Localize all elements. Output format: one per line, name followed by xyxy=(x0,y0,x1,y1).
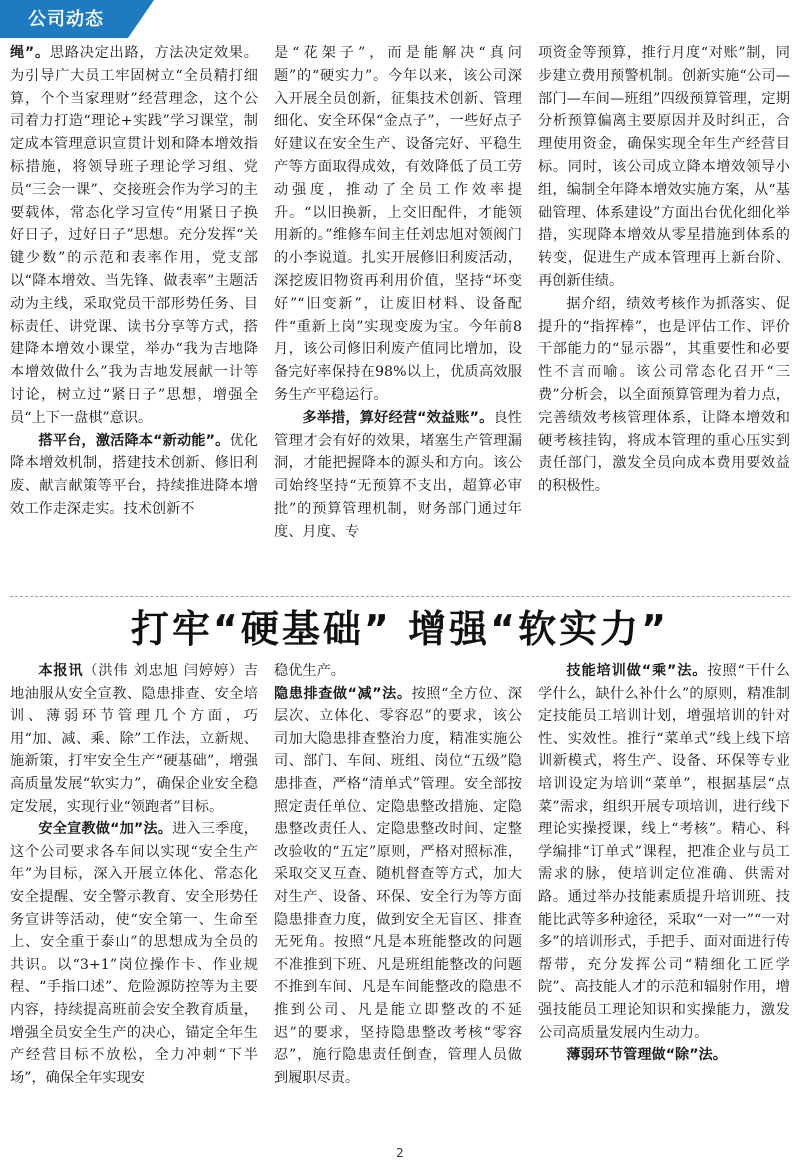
paragraph xyxy=(10,42,258,430)
lower-column-1 xyxy=(10,660,258,1089)
paragraph-lead: 多举措，算好经营“效益账”。 xyxy=(302,409,494,426)
upper-article xyxy=(10,42,790,587)
paragraph-text: 稳优生产。 xyxy=(274,663,345,679)
paragraph-lead: 搭平台，激活降本“新动能”。 xyxy=(38,432,230,449)
paragraph-text: 是“花架子”，而是能解决“真问题”的“硬实力”。今年以来，该公司深入开展全员创新，征集技术创新、管理细化、安全环保“金点子”，一些好点子好建议在安全生产、设备完好、平稳生产等方面取得成效，有效降低了员工劳动强度，推动了全员工作效率提升。“以旧换新，上交旧配件，才能领用新的。”维修车间主任刘忠旭对领阀门的小李说道。扎实开展修旧利废活动，深挖废旧物资再利用价值，坚持“坏变好”“旧变新”，让废旧材料、设备配件“重新上岗”实现变废为宝。今年前8月，该公司修旧利废产值同比增加，设备完好率保持在98%以上，优质高效服务生产平稳运行。 xyxy=(274,45,522,403)
paragraph-text: 按照“全方位、深层次、立体化、零容忍”的要求，该公司加大隐患排查整治力度，精准实施公司、部门、车间、班组、岗位“五级”隐患排查，严格“清单式”管理。安全部按照定责任单位、定隐患整改措施、定隐患整改责任人、定隐患整改时间、定整改验收的“五定”原则，严格对照标准，采取交叉互查、随机督查等方式，加大对生产、设备、环保、安全行为等方面隐患排查力度，做到安全无盲区、排查无死角。按照“凡是本班能整改的问题不准推到下班、凡是班组能整改的问题不推到车间、凡是车间能整改的隐患不推到公司、凡是能立即整改的不延迟”的要求，坚持隐患整改考核“零容忍”，施行隐患责任倒查，管理人员做到履职尽责。 xyxy=(274,685,522,1086)
lower-column-2 xyxy=(274,660,522,1089)
paragraph-text: 思路决定出路，方法决定效果。为引导广大员工牢固树立“全员精打细算，个个当家理财”经营理念，这个公司着力打造“理论+实践”学习课堂，制定成本管理意识宣贯计划和降本增效指标措施，将领导班子理论学习组、党员“三会一课”、交接班会作为学习的主要载体，常态化学习宣传“用紧日子换好日子，过好日子”思想。充分发挥“关键少数”的示范和表率作用，党支部以“降本增效、当先锋、做表率”主题活动为主线，采取党员干部形势任务、目标责任、讲党课、读书分享等方式，搭建降本增效小课堂，举办“我为吉地降本增效做什么”我为吉地发展献一计等讨论，树立过“紧日子”思想，增强全员“上下一盘棋”意识。 xyxy=(10,45,258,426)
article-headline: 打牢“硬基础” 增强“软实力” xyxy=(130,607,670,651)
section-tag-label: 公司动态 xyxy=(28,9,104,30)
paragraph xyxy=(274,42,522,407)
upper-column-1 xyxy=(10,42,258,521)
paragraph-text: 进入三季度，这个公司要求各车间以实现“安全生产年”为目标，深入开展立体化、常态化安全提醒、安全警示教育、安全形势任务宣讲等活动，使“安全第一、生命至上、安全重于泰山”的思想成为全员的共识。以“3+1”岗位操作卡、作业规程、“手指口述”、危险源防控等为主要内容，持续提高班前会安全教育质量，增强全员安全生产的决心，锚定全年生产经营目标不放松，全力冲刺“下半场”，确保全年实现安 xyxy=(10,821,258,1086)
upper-column-3 xyxy=(538,42,790,498)
paragraph xyxy=(274,407,522,544)
paragraph xyxy=(10,818,258,1089)
paragraph-text: 优化降本增效机制，搭建技术创新、修旧利废、献言献策等平台，持续推进降本增效工作走深走实。技术创新不 xyxy=(10,432,258,517)
paragraph-text: 项资金等预算，推行月度“对账”制，同步建立费用预警机制。创新实施“公司—部门—车间—班组”四级预算管理，定期分析预算偏离主要原因并及时纠正，合理使用资金，确保实现全年生产经营目标。同时，该公司成立降本增效领导小组，编制全年降本增效实施方案，从“基础管理、体系建设”方面出台优化细化举措，实现降本增效从零星措施到体系的转变，促进生产成本管理再上新台阶、再创新佳绩。 xyxy=(538,45,790,289)
lower-article xyxy=(10,660,790,1140)
paragraph-lead: 安全宣教做“加”法。 xyxy=(38,821,173,838)
paragraph-text: 良性管理才会有好的效果，堵塞生产管理漏洞，才能把握降本的源头和方向。该公司始终坚持“无预算不支出，超算必审批”的预算管理机制，财务部门通过年度、月度、专 xyxy=(274,409,522,540)
paragraph xyxy=(538,42,790,293)
page-number: 2 xyxy=(396,1146,404,1160)
paragraph-text: 据介绍，绩效考核作为抓落实、促提升的“指挥棒”，也是评估工作、评价干部能力的“显示器”，其重要性和必要性不言而喻。该公司常态化召开“三费”分析会，以全面预算管理为着力点，完善绩效考核管理体系，让降本增效和硬考核挂钩，将成本管理的重心压实到责任部门，激发全员向成本费用要效益的积极性。 xyxy=(538,295,790,495)
paragraph-lead: 技能培训做“乘”法。 xyxy=(566,663,708,679)
upper-column-2 xyxy=(274,42,522,544)
paragraph xyxy=(274,683,522,1090)
section-tag xyxy=(0,0,136,38)
paragraph-lead: 本报讯 xyxy=(38,663,84,679)
paragraph xyxy=(538,1044,790,1067)
lower-column-3 xyxy=(538,660,790,1067)
paragraph-text: （洪伟 刘忠旭 闫婷婷）吉地油服从安全宣教、隐患排查、安全培训、薄弱环节管理几个方面，巧用“加、减、乘、除”工作法，立新规、施新策，打牢安全生产“硬基础”，增强高质量发展“软实力”，确保企业安全稳定发展，实现行业“领跑者”目标。 xyxy=(10,663,258,815)
paragraph xyxy=(10,660,258,818)
paragraph xyxy=(10,430,258,521)
paragraph xyxy=(538,293,790,498)
paragraph-lead: 隐患排查做“减”法。 xyxy=(274,685,412,702)
paragraph xyxy=(274,660,522,683)
paragraph-lead: 薄弱环节管理做“除”法。 xyxy=(566,1047,727,1064)
paragraph xyxy=(538,660,790,1044)
paragraph-lead: 绳”。 xyxy=(10,45,50,61)
paragraph-text: 按照“干什么学什么，缺什么补什么”的原则，精准制定技能员工培训计划，增强培训的针对性、实效性。推行“菜单式”线上线下培训新模式，将生产、设备、环保等专业培训设定为培训“菜单”，根据基层“点菜”需求，组织开展专项培训，进行线下理论实操授课，线上“考核”。精心、科学编排“订单式”课程，把准企业与员工需求的脉，使培训定位准确、供需对路。通过举办技能素质提升培训班、技能比武等多种途径，采取“一对一”“一对多”的培训形式，手把手、面对面进行传帮带，充分发挥公司“精细化工匠学院”、高技能人才的示范和辐射作用，增强技能员工理论知识和实操能力，激发公司高质量发展内生动力。 xyxy=(538,663,790,1041)
